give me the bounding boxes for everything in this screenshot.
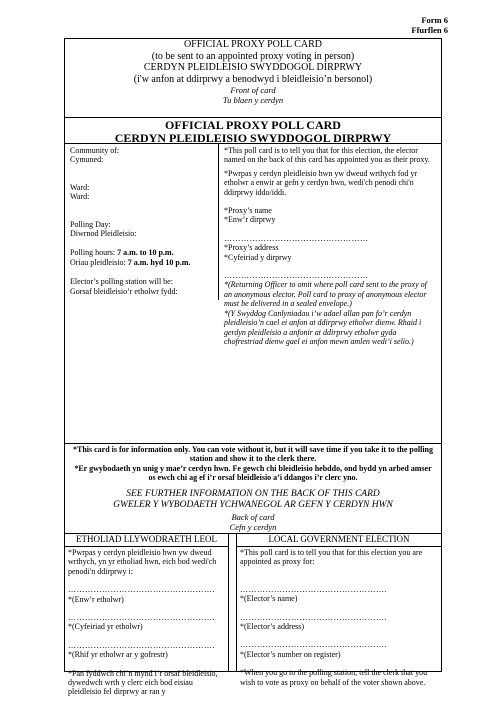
proxy-address-cy: *Cyfeiriad y dirprwy (224, 252, 292, 262)
polling-station-en: Elector’s polling station will be: (70, 277, 173, 287)
polling-station-cy: Gorsaf bleidleisio’r etholwr fydd: (70, 286, 178, 296)
english-elector-address: *(Elector’s address) (240, 622, 305, 632)
proxy-name-cy: *Enw’r dirprwy (224, 215, 276, 225)
back-column-divider-2 (236, 533, 237, 672)
form-number (411, 15, 448, 35)
community-label-en: Community of: (70, 146, 120, 155)
band-title-cy: CERDYN PLEIDLEISIO SWYDDOGOL DIRPRWY (114, 130, 392, 145)
header-line-4: (i'w anfon at ddirprwy a benodwyd i bleidleisio’n bersonol) (133, 73, 373, 85)
see-back-en: SEE FURTHER INFORMATION ON THE BACK OF THIS CARD (126, 489, 380, 499)
welsh-name-line: ……………………………………………. (68, 585, 215, 595)
community-label-cy: Cymuned: (70, 155, 104, 165)
english-number-line: ……………………………………………. (240, 640, 387, 650)
english-title-rule (236, 546, 442, 547)
welsh-title-rule (64, 546, 228, 547)
header-line-1: OFFICIAL PROXY POLL CARD (183, 39, 323, 50)
proxy-intro-en: *This poll card is to tell you that for this election, the elector named on the back of this card has appointed you as their proxy. (224, 146, 430, 165)
returning-officer-note-cy: *(Y Swyddog Canlyniadau i’w adael allan pan fo’r cerdyn pleidleisio’n cael ei anfon at ddirprwy etholwr dienw. Rhaid i gerdyn pleidleisio a anfonir at ddirprwy etholwr gyda chofrestriad dienw gael ei anfon mewn amlen wedi’i selio.) (224, 308, 422, 346)
english-address-line: ……………………………………………. (240, 612, 387, 622)
welsh-elector-name: *(Enw’r etholwr) (68, 594, 124, 604)
english-elector-number: *(Elector’s number on register) (240, 649, 341, 659)
back-english-column (240, 548, 438, 687)
ward-label-cy: Ward: (70, 192, 90, 202)
info-note-cy: *Er gwybodaeth yn unig y mae’r cerdyn hwn. Fe gewch chi bleidleisio hebddo, ond bydd yn arbed amser os ewch chi ag ef i’r orsaf bleidleisio a’i ddangos i’r clerc yno. (74, 463, 432, 483)
english-name-line: ……………………………………………. (240, 584, 387, 594)
back-label-cy: Cefn y cerdyn (229, 522, 277, 532)
back-column-divider (228, 533, 229, 672)
welsh-intro: *Pwrpas y cerdyn pleidleisio hwn yw dweud wrthych, yn yr etholiad hwn, eich bod wedi'ch penodi'n ddirprwy i: (68, 548, 217, 576)
title-band (65, 117, 441, 144)
back-label-en: Back of card (231, 512, 275, 522)
form-number-cy: Ffurflen 6 (411, 25, 448, 35)
welsh-instructions: *Pan fyddwch chi’n mynd i’r orsaf bleidleisio, dywedwch wrth y clerc eich bod eisiau pleidleisio fel dirprwy ar ran y (68, 668, 218, 697)
proxy-intro-cy: *Pwrpas y cerdyn pleidleisio hwn yw dweud wrthych fod yr etholwr a enwir ar gefn y cerdyn hwn, wedi'ch penodi chi'n ddirprwy iddo/iddi. (224, 168, 418, 197)
proxy-name-en: *Proxy’s name (224, 206, 272, 216)
proxy-address-line: …………………………………………… (224, 271, 369, 281)
info-note (70, 445, 436, 483)
back-welsh-column (68, 548, 226, 697)
back-label (65, 512, 441, 532)
left-column (70, 146, 215, 296)
english-elector-name: *(Elector’s name) (240, 594, 298, 604)
front-label-cy: Tu blaen y cerdyn (222, 95, 284, 105)
see-back-cy: GWELER Y WYBODAETH YCHWANEGOL AR GEFN Y CERDYN HWN (113, 500, 393, 510)
english-intro: *This poll card is to tell you that for this election you are appointed as proxy for: (240, 548, 423, 567)
english-election-title: LOCAL GOVERNMENT ELECTION (268, 534, 410, 544)
polling-hours-en: Polling hours: 7 a.m. to 10 p.m. (70, 248, 174, 258)
header-line-3: CERDYN PLEIDLEISIO SWYDDOGOL DIRPRWY (143, 62, 363, 73)
front-label-en: Front of card (230, 85, 276, 95)
right-column (224, 146, 436, 346)
welsh-address-line: ……………………………………………. (68, 613, 215, 623)
card-header (65, 39, 441, 105)
info-note-en: *This card is for information only. You can vote without it, but it will save time if you take it to the polling station and show it to the clerk there. (72, 445, 433, 464)
see-back-note (65, 489, 441, 511)
band-title-en: OFFICIAL PROXY POLL CARD (165, 118, 341, 132)
column-divider (218, 144, 219, 300)
welsh-election-title: ETHOLIAD LLYWODRAETH LEOL (75, 534, 218, 544)
info-divider (64, 443, 442, 444)
welsh-elector-address: *(Cyfeiriad yr etholwr) (68, 622, 143, 632)
polling-day-cy: Diwrnod Pleidleisio: (70, 229, 137, 239)
english-instructions: *When you go to the polling station, tell the clerk that you wish to vote as proxy on behalf of the voter shown above. (240, 668, 428, 687)
ward-label-en: Ward: (70, 182, 90, 192)
proxy-name-line: …………………………………………… (224, 233, 369, 243)
polling-hours-cy: Oriau pleidleisio: 7 a.m. hyd 10 p.m. (70, 257, 191, 267)
front-details (64, 143, 442, 444)
proxy-address-en: *Proxy’s address (224, 243, 279, 253)
returning-officer-note-en: *(Returning Officer to omit where poll card sent to the proxy of an anonymous elector. Poll card to proxy of anonymous elector must be delivered in a sealed envelope.) (224, 280, 427, 309)
header-line-2: (to be sent to an appointed proxy voting in person) (151, 50, 355, 62)
polling-day-en: Polling Day: (70, 219, 111, 229)
welsh-number-line: ……………………………………………. (68, 640, 215, 650)
welsh-elector-number: *(Rhif yr etholwr ar y gofrestr) (68, 650, 168, 660)
form-number-en: Form 6 (421, 15, 448, 25)
